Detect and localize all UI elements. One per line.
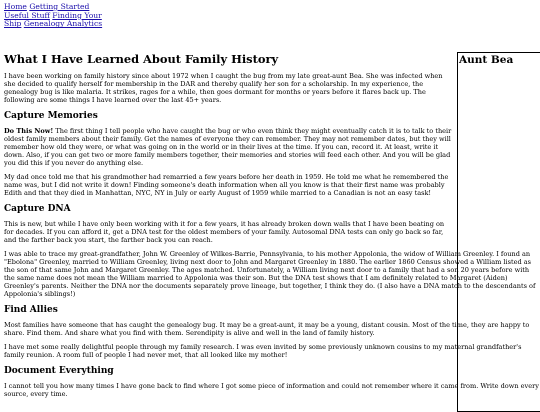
nav-link-useful-stuff[interactable]: Useful Stuff — [4, 10, 50, 20]
section-heading-find-allies: Find Allies — [4, 305, 58, 315]
paragraph-lead: Do This Now! — [4, 127, 54, 135]
main-content — [4, 52, 539, 404]
sidebar-title: Aunt Bea — [459, 54, 514, 66]
paragraph: My dad once told me that his grandmother had remarried a few years before her death in 1959. He told me what he remembered the name was, but I did not write it down! Finding someone's death information when all you know is that their first name was probably Edith and that they died in Manhattan, NYC, NY in July or early August of 1959 while married to a Canadian is not an easy task! — [4, 173, 449, 197]
nav-link-getting-started[interactable]: Getting Started — [29, 2, 90, 11]
intro-paragraph: I have been working on family history since about 1972 when I caught the bug from my late great-aunt Bea. She was infected when she decided to qualify herself for membership in the DAR and thereby qualify her son for a scholarship. In my experience, the genealogy bug is like malaria. It strikes, rages for a while, then goes dormant for months or years before it flares back up. The following are some things I have learned over the last 45+ years. — [4, 72, 443, 104]
section-heading-document-everything: Document Everything — [4, 366, 114, 376]
nav-link-finding-your-ship[interactable]: Finding Your Ship — [4, 10, 102, 29]
section-heading-capture-dna: Capture DNA — [4, 204, 71, 214]
nav-link-genealogy-analytics[interactable]: Genealogy Analytics — [23, 19, 103, 29]
section-heading-capture-memories: Capture Memories — [4, 111, 98, 121]
paragraph-text: The first thing I tell people who have caught the bug or who even think they might eventually catch it is to talk to their oldest family members about their family. Get the names of everyone they can remember. They may not remember dates, but they will remember how old they were, or what was going on in the world or in their lives at the time. If you can, record it. At least, write it down. Also, if you can get two or more family members together, their memories and stories will feed each other. And you will be glad you did this if you never do anything else. — [4, 127, 452, 167]
page-title: What I Have Learned About Family History — [4, 52, 279, 66]
paragraph: I cannot tell you how many times I have gone back to find where I got some piece of information and could not remember where it came from. Write down every source, every time. — [4, 382, 539, 398]
paragraph: I was able to trace my great-grandfather, John W. Greenley of Wilkes-Barrie, Pennsylvania, to his mother Appolonia, the widow of William Greenley. I found an "Ebolona" Greenley, married to William Greenley, living next door to John and Margaret Greenley in 1880. The earlier 1860 Census showed a William listed as the son of that same John and Margaret Greenley. The ages matched. Unfortunately, a William living next door to a family that had a son 20 years before with the same name does not mean the William married to Appolonia was their son. But the DNA test shows that I am definitely related to Margaret (Aiden) Greenley's parents. Neither the DNA nor the documents separately prove lineage, but together, I think they do. (I also have a DNA match to the descendants of Appolonia's siblings!) — [4, 250, 536, 298]
paragraph: I have met some really delightful people through my family research. I was even invited by some previously unknown cousins to my maternal grandfather's family reunion. A room full of people I had never met, that all looked like my mother! — [4, 343, 522, 359]
nav-link-home[interactable]: Home — [4, 2, 27, 11]
nav-links — [4, 3, 114, 29]
paragraph — [4, 127, 454, 167]
paragraph: This is new, but while I have only been working with it for a few years, it has already broken down walls that I have been beating on for decades. If you can afford it, get a DNA test for the oldest members of your family. Autosomal DNA tests can only go back so far, and the farther back you start, the farther back you can reach. — [4, 220, 445, 244]
paragraph: Most families have someone that has caught the genealogy bug. It may be a great-aunt, it may be a young, distant cousin. Most of the time, they are happy to share. Find them. And share what you find with them. Serendipity is alive and well in the land of family history. — [4, 321, 530, 337]
